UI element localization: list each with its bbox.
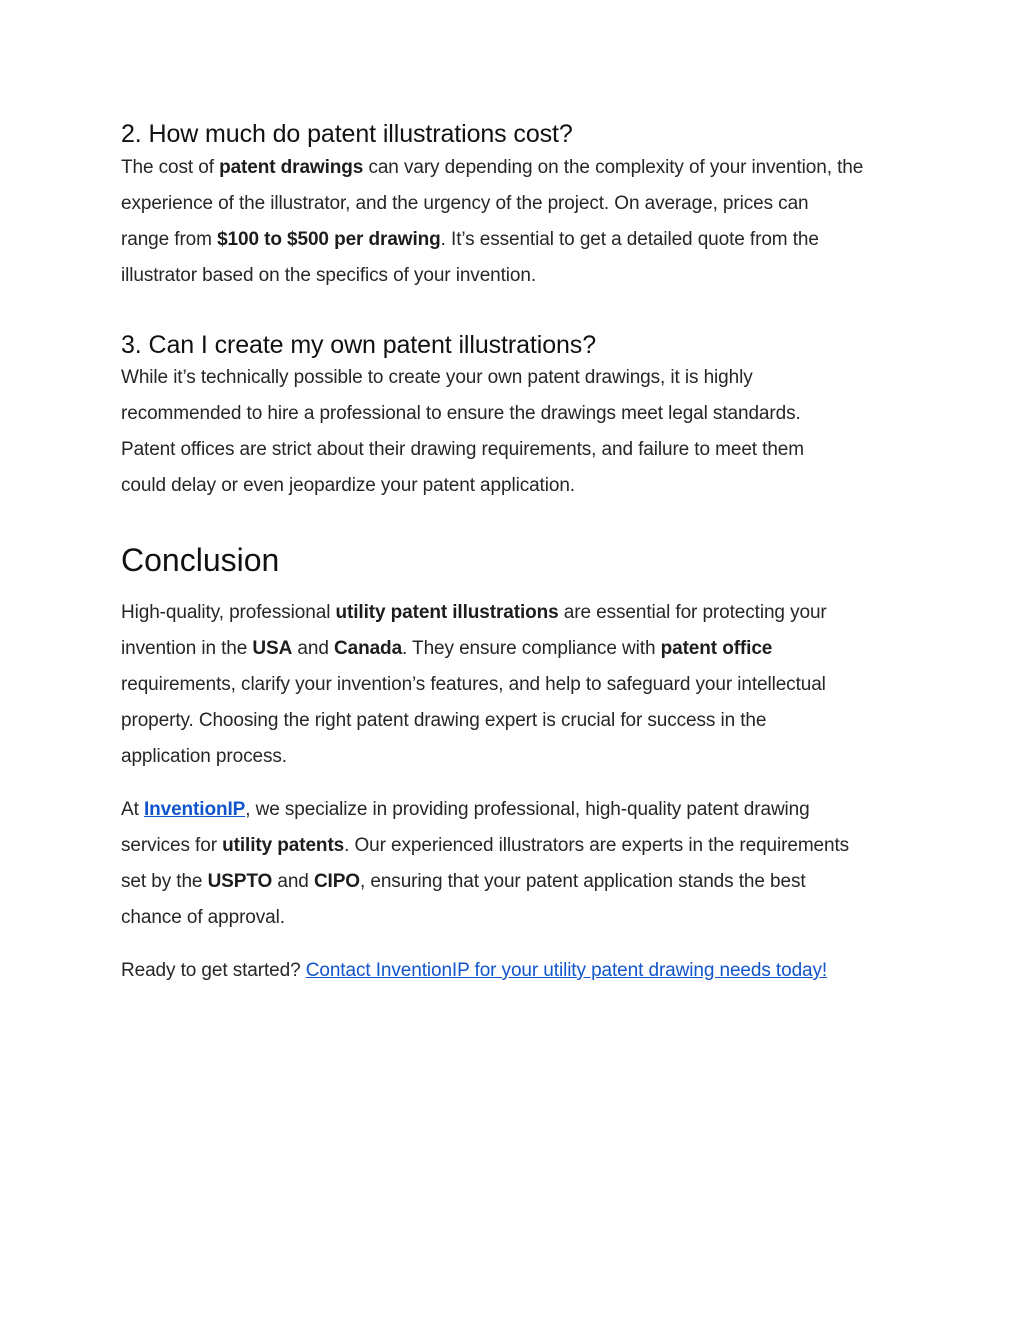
- bold-text: utility patent illustrations: [335, 602, 559, 623]
- conclusion-paragraph-3: [121, 953, 921, 989]
- bold-text: CIPO: [313, 871, 360, 892]
- section-paragraph-own-illustrations: [121, 360, 921, 504]
- bold-text: Canada: [334, 638, 403, 659]
- paragraph-line: While it’s technically possible to create your own patent drawings, it is highly: [121, 367, 753, 388]
- conclusion-paragraph-2: [121, 792, 921, 936]
- paragraph-line: Patent offices are strict about their drawing requirements, and failure to meet them: [121, 439, 804, 460]
- paragraph-line: experience of the illustrator, and the urgency of the project. On average, prices can: [121, 193, 809, 214]
- paragraph-line: High-quality, professional utility patent illustrations are essential for protecting your: [121, 602, 827, 623]
- paragraph-line: application process.: [121, 746, 287, 767]
- conclusion-heading: Conclusion: [121, 542, 280, 578]
- paragraph-line: services for utility patents. Our experienced illustrators are experts in the requirements: [121, 835, 850, 856]
- paragraph-line: At InventionIP, we specialize in providing professional, high-quality patent drawing: [121, 799, 810, 820]
- bold-text: USPTO: [207, 871, 273, 892]
- paragraph-line: range from $100 to $500 per drawing. It’s essential to get a detailed quote from the: [121, 229, 819, 250]
- bold-text: USA: [252, 638, 293, 659]
- bold-text: patent drawings: [219, 157, 364, 178]
- paragraph-line: requirements, clarify your invention’s features, and help to safeguard your intellectual: [121, 674, 826, 695]
- paragraph-line: chance of approval.: [121, 907, 285, 928]
- bold-text: utility patents: [222, 835, 345, 856]
- conclusion-paragraph-1: [121, 595, 921, 775]
- bold-text: $100 to $500 per drawing: [217, 229, 441, 250]
- bold-text: patent office: [660, 638, 773, 659]
- paragraph-line: set by the USPTO and CIPO, ensuring that your patent application stands the best: [121, 871, 806, 892]
- section-heading-cost: 2. How much do patent illustrations cost?: [121, 120, 573, 148]
- inventionip-link[interactable]: InventionIP: [143, 799, 246, 820]
- paragraph-line: invention in the USA and Canada. They ensure compliance with patent office: [121, 638, 773, 659]
- section-paragraph-cost: [121, 150, 921, 294]
- paragraph-line: could delay or even jeopardize your patent application.: [121, 475, 575, 496]
- contact-link[interactable]: Contact InventionIP for your utility patent drawing needs today!: [305, 960, 828, 981]
- paragraph-line: The cost of patent drawings can vary depending on the complexity of your invention, the: [121, 157, 864, 178]
- paragraph-line: Ready to get started? Contact InventionIP for your utility patent drawing needs today!: [121, 960, 828, 981]
- section-heading-own-illustrations: 3. Can I create my own patent illustrations?: [121, 331, 597, 359]
- paragraph-line: recommended to hire a professional to ensure the drawings meet legal standards.: [121, 403, 801, 424]
- paragraph-line: illustrator based on the specifics of your invention.: [121, 265, 537, 286]
- paragraph-line: property. Choosing the right patent drawing expert is crucial for success in the: [121, 710, 767, 731]
